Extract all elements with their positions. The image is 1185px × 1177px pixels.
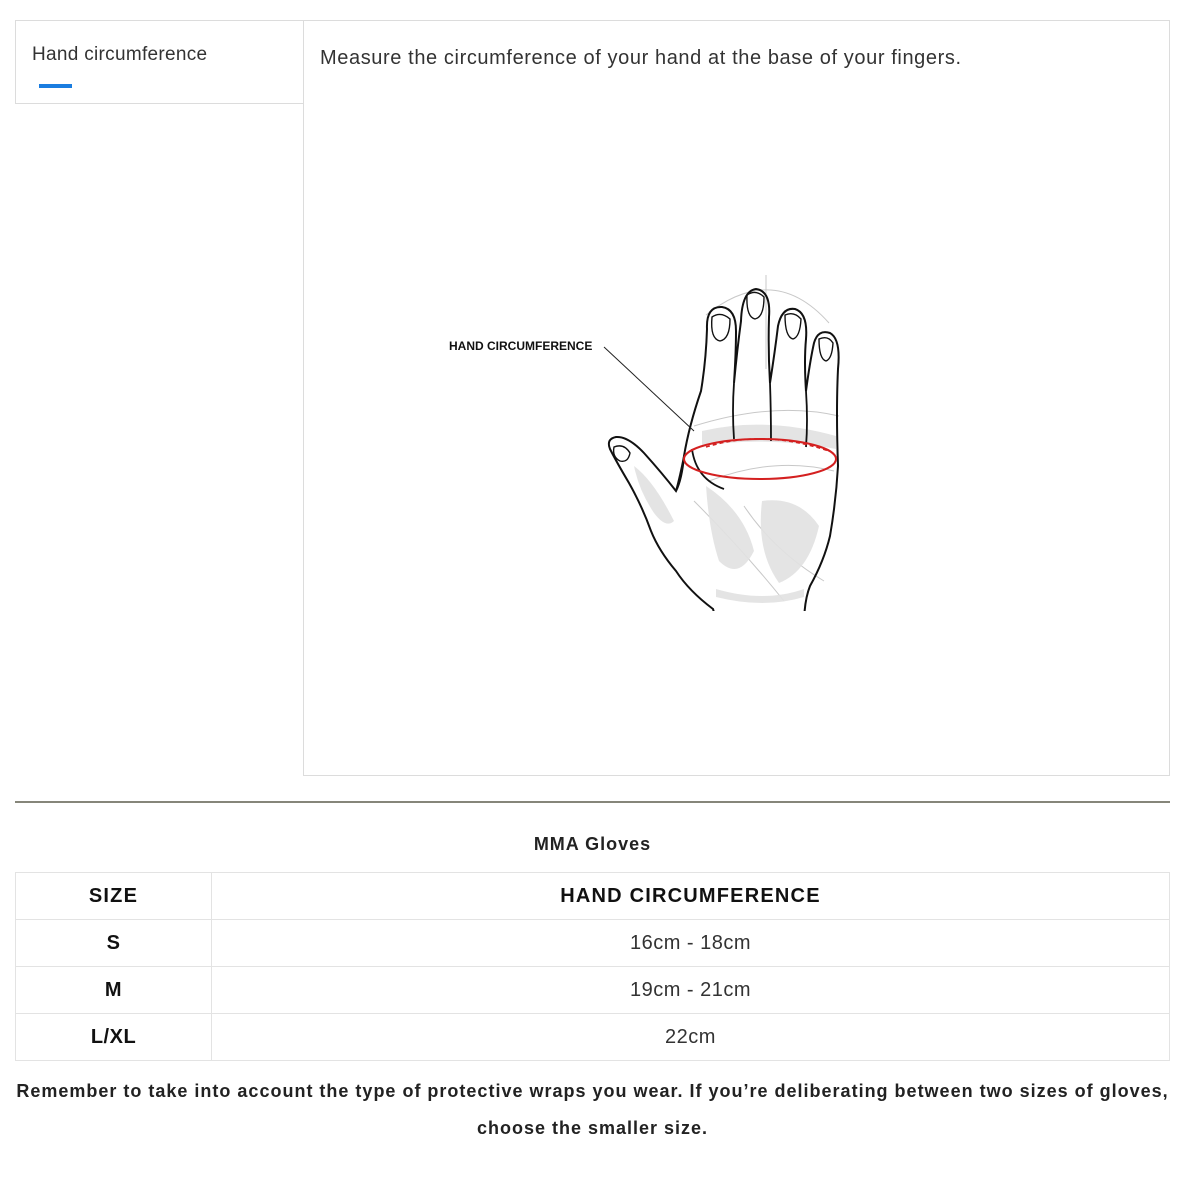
table-header-row — [16, 873, 1170, 920]
table-title: MMA Gloves — [533, 834, 652, 854]
circumference-ellipse — [684, 439, 836, 479]
table-row — [16, 1014, 1170, 1061]
circumference-cell: 16cm - 18cm — [212, 920, 1170, 967]
circumference-cell: 22cm — [212, 1014, 1170, 1061]
tab-hand-circumference[interactable] — [15, 20, 304, 104]
size-cell: L/XL — [16, 1014, 212, 1061]
header-size: SIZE — [16, 873, 212, 920]
figure-label: HAND CIRCUMFERENCE — [449, 339, 593, 353]
hand-illustration — [444, 251, 864, 611]
tab-label: Hand circumference — [32, 44, 208, 65]
label-leader-line — [604, 347, 694, 431]
table-row — [16, 967, 1170, 1014]
section-divider — [15, 801, 1170, 803]
size-chart-table — [15, 872, 1170, 1061]
sketch-shading — [634, 425, 836, 603]
size-cell: S — [16, 920, 212, 967]
header-circumference: HAND CIRCUMFERENCE — [212, 873, 1170, 920]
active-tab-indicator — [39, 84, 72, 88]
tab-content-panel — [303, 20, 1170, 776]
sizing-note: Remember to take into account the type of protective wraps you wear. If you’re deliberating between two sizes of gloves, choose the smaller size. — [16, 1081, 1169, 1138]
size-cell: M — [16, 967, 212, 1014]
measurement-instruction: Measure the circumference of your hand at the base of your fingers. — [320, 47, 962, 69]
circumference-cell: 19cm - 21cm — [212, 967, 1170, 1014]
table-row — [16, 920, 1170, 967]
